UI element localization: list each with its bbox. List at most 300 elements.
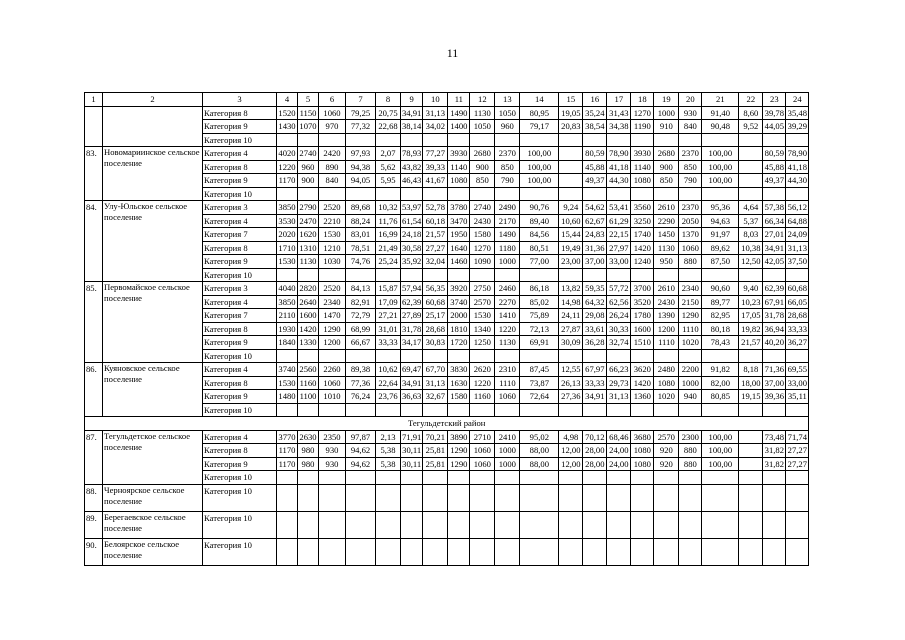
value-cell — [583, 133, 607, 147]
column-header: 5 — [298, 93, 319, 107]
value-cell: 21,57 — [739, 336, 763, 350]
value-cell: 8,18 — [739, 363, 763, 377]
value-cell: 57,72 — [607, 282, 631, 296]
value-cell — [583, 187, 607, 201]
value-cell: 2610 — [654, 282, 679, 296]
value-cell — [346, 484, 376, 511]
value-cell: 880 — [679, 255, 702, 269]
value-cell — [631, 268, 654, 282]
value-cell — [346, 403, 376, 417]
value-cell: 29,73 — [607, 376, 631, 390]
value-cell — [559, 349, 583, 363]
value-cell: 54,62 — [583, 201, 607, 215]
value-cell: 25,17 — [423, 309, 448, 323]
value-cell: 2430 — [470, 214, 495, 228]
category-cell: Категория 9 — [203, 336, 277, 350]
value-cell: 3470 — [448, 214, 470, 228]
value-cell: 5,62 — [376, 160, 401, 174]
value-cell: 66,05 — [787, 296, 808, 307]
value-cell: 2300 — [679, 430, 702, 444]
value-cell: 2430 — [654, 295, 679, 309]
value-cell — [401, 268, 423, 282]
value-cell: 30,83 — [423, 336, 448, 350]
column-header: 17 — [607, 93, 631, 107]
value-cell — [559, 511, 583, 538]
value-cell: 27,21 — [376, 309, 401, 323]
value-cell: 31,43 — [607, 106, 631, 120]
value-cell: 45,88 — [583, 160, 607, 174]
value-cell: 35,92 — [402, 256, 422, 266]
row-number: 85. — [85, 282, 103, 363]
value-cell: 1080 — [631, 174, 654, 188]
value-cell: 36,28 — [583, 336, 607, 350]
value-cell — [423, 349, 448, 363]
value-cell — [520, 268, 559, 282]
value-cell — [739, 160, 763, 174]
value-cell: 39,78 — [764, 107, 785, 118]
value-cell: 2520 — [319, 282, 346, 296]
value-cell — [448, 403, 470, 417]
value-cell: 84,13 — [346, 282, 376, 296]
value-cell: 3250 — [631, 214, 654, 228]
value-cell: 16,99 — [376, 228, 401, 242]
value-cell — [495, 403, 520, 417]
value-cell: 1110 — [495, 376, 520, 390]
value-cell: 71,36 — [764, 364, 785, 374]
value-cell: 960 — [298, 160, 319, 174]
value-cell: 72,13 — [520, 322, 559, 336]
value-cell: 27,89 — [402, 310, 422, 320]
value-cell — [277, 471, 298, 485]
column-header: 20 — [679, 93, 702, 107]
value-cell — [559, 133, 583, 147]
value-cell: 33,00 — [607, 255, 631, 269]
value-cell — [495, 187, 520, 201]
value-cell — [763, 484, 786, 511]
category-cell: Категория 8 — [203, 160, 277, 174]
value-cell: 3740 — [278, 364, 296, 374]
category-cell: Категория 10 — [203, 484, 277, 511]
value-cell — [298, 187, 319, 201]
value-cell: 66,34 — [764, 215, 785, 226]
value-cell — [495, 268, 520, 282]
value-cell: 100,00 — [520, 174, 559, 188]
value-cell: 22,68 — [376, 120, 401, 134]
value-cell: 2620 — [470, 363, 495, 377]
value-cell — [401, 349, 423, 363]
value-cell: 850 — [470, 174, 495, 188]
value-cell: 1130 — [495, 336, 520, 350]
value-cell — [277, 133, 298, 147]
value-cell: 2000 — [448, 309, 470, 323]
value-cell: 12,00 — [559, 444, 583, 458]
value-cell: 27,97 — [607, 241, 631, 255]
value-cell — [376, 268, 401, 282]
value-cell: 930 — [679, 106, 702, 120]
value-cell — [376, 538, 401, 565]
value-cell: 2570 — [654, 430, 679, 444]
value-cell: 1050 — [470, 120, 495, 134]
value-cell: 31,78 — [764, 310, 785, 320]
value-cell: 74,76 — [346, 255, 376, 269]
column-header: 8 — [376, 93, 401, 107]
value-cell — [786, 538, 809, 565]
value-cell: 53,41 — [607, 201, 631, 215]
value-cell — [470, 538, 495, 565]
value-cell: 3920 — [448, 282, 470, 296]
value-cell: 1420 — [631, 376, 654, 390]
value-cell: 87,50 — [702, 255, 739, 269]
value-cell — [298, 268, 319, 282]
value-cell: 80,85 — [702, 390, 739, 404]
category-cell: Категория 10 — [203, 349, 277, 363]
value-cell: 72,64 — [520, 390, 559, 404]
value-cell: 26,24 — [607, 309, 631, 323]
value-cell — [583, 511, 607, 538]
value-cell: 1160 — [470, 390, 495, 404]
value-cell: 61,29 — [607, 214, 631, 228]
column-header: 13 — [495, 93, 520, 107]
value-cell: 1250 — [470, 336, 495, 350]
value-cell — [470, 403, 495, 417]
value-cell: 35,11 — [787, 391, 807, 401]
value-cell — [786, 471, 809, 485]
value-cell: 1060 — [470, 444, 495, 458]
settlement-name — [103, 106, 203, 147]
value-cell — [376, 187, 401, 201]
value-cell: 1310 — [299, 242, 317, 253]
value-cell: 89,38 — [346, 363, 376, 377]
table-row — [85, 201, 809, 215]
value-cell: 97,93 — [346, 147, 376, 161]
value-cell: 67,70 — [423, 363, 448, 377]
value-cell: 2420 — [319, 147, 346, 161]
value-cell: 49,37 — [583, 174, 607, 188]
value-cell — [319, 471, 346, 485]
value-cell — [559, 538, 583, 565]
value-cell: 88,24 — [346, 214, 376, 228]
value-cell: 88,00 — [520, 457, 559, 471]
value-cell: 1080 — [448, 174, 470, 188]
value-cell: 1220 — [278, 161, 296, 172]
value-cell: 8,03 — [739, 228, 763, 242]
value-cell: 1110 — [679, 322, 702, 336]
value-cell: 1530 — [278, 256, 296, 266]
value-cell: 60,68 — [787, 283, 808, 293]
value-cell: 80,51 — [520, 241, 559, 255]
value-cell — [520, 511, 559, 538]
value-cell: 41,18 — [787, 161, 808, 172]
value-cell — [277, 511, 298, 538]
value-cell: 32,67 — [423, 390, 448, 404]
value-cell: 2480 — [654, 363, 679, 377]
value-cell — [607, 511, 631, 538]
category-cell: Категория 3 — [203, 201, 277, 215]
value-cell — [654, 538, 679, 565]
value-cell — [559, 160, 583, 174]
category-cell: Категория 8 — [203, 376, 277, 390]
value-cell — [583, 403, 607, 417]
column-header: 14 — [520, 93, 559, 107]
value-cell: 1330 — [299, 337, 317, 347]
row-number: 84. — [85, 201, 103, 282]
value-cell: 14,98 — [559, 295, 583, 309]
value-cell: 83,01 — [346, 228, 376, 242]
value-cell: 76,24 — [346, 390, 376, 404]
settlement-name: Белоярское сельское поселение — [103, 538, 203, 565]
value-cell: 1450 — [654, 228, 679, 242]
value-cell: 35,48 — [787, 107, 808, 118]
value-cell: 1180 — [495, 241, 520, 255]
value-cell — [401, 403, 423, 417]
value-cell: 1530 — [470, 309, 495, 323]
value-cell: 3780 — [448, 201, 470, 215]
value-cell: 1190 — [631, 120, 654, 134]
value-cell — [520, 484, 559, 511]
value-cell — [559, 268, 583, 282]
value-cell — [702, 403, 739, 417]
value-cell — [376, 133, 401, 147]
value-cell: 1780 — [631, 309, 654, 323]
value-cell: 73,48 — [764, 431, 785, 442]
value-cell: 4040 — [278, 283, 296, 293]
value-cell: 53,97 — [402, 202, 422, 212]
value-cell — [654, 471, 679, 485]
value-cell: 1530 — [278, 377, 296, 388]
value-cell: 69,55 — [787, 364, 808, 374]
value-cell: 1000 — [495, 255, 520, 269]
value-cell — [739, 174, 763, 188]
value-cell: 39,29 — [787, 121, 808, 131]
value-cell: 27,27 — [787, 445, 808, 455]
value-cell: 1420 — [299, 323, 317, 334]
value-cell: 46,43 — [402, 175, 422, 185]
value-cell — [401, 133, 423, 147]
value-cell — [654, 484, 679, 511]
value-cell — [423, 403, 448, 417]
value-cell — [654, 403, 679, 417]
value-cell: 2,13 — [376, 430, 401, 444]
value-cell — [607, 268, 631, 282]
value-cell: 52,78 — [423, 201, 448, 215]
value-cell — [786, 268, 809, 282]
value-cell: 24,09 — [787, 229, 808, 239]
value-cell — [583, 471, 607, 485]
value-cell: 1020 — [654, 390, 679, 404]
value-cell — [376, 349, 401, 363]
value-cell: 80,95 — [520, 106, 559, 120]
category-cell: Категория 9 — [203, 390, 277, 404]
value-cell — [739, 471, 763, 485]
category-cell: Категория 4 — [203, 147, 277, 161]
value-cell: 9,52 — [739, 120, 763, 134]
category-cell: Категория 10 — [203, 538, 277, 565]
value-cell: 2490 — [495, 201, 520, 215]
value-cell: 69,91 — [520, 336, 559, 350]
value-cell: 100,00 — [702, 160, 739, 174]
value-cell: 2150 — [679, 295, 702, 309]
value-cell — [277, 484, 298, 511]
value-cell: 27,27 — [787, 458, 808, 469]
value-cell: 2740 — [299, 148, 317, 158]
value-cell — [470, 511, 495, 538]
value-cell — [607, 187, 631, 201]
value-cell: 10,32 — [376, 201, 401, 215]
value-cell: 64,32 — [583, 295, 607, 309]
value-cell: 3850 — [278, 296, 296, 307]
value-cell: 1220 — [470, 376, 495, 390]
value-cell — [401, 538, 423, 565]
value-cell: 31,13 — [787, 242, 808, 253]
value-cell: 2370 — [679, 201, 702, 215]
value-cell — [346, 268, 376, 282]
value-cell: 89,68 — [346, 201, 376, 215]
value-cell: 31,13 — [423, 376, 448, 390]
value-cell: 91,82 — [702, 363, 739, 377]
value-cell — [786, 187, 809, 201]
value-cell — [277, 538, 298, 565]
value-cell: 2200 — [679, 363, 702, 377]
value-cell: 1000 — [679, 376, 702, 390]
value-cell — [448, 511, 470, 538]
value-cell — [654, 268, 679, 282]
value-cell — [319, 511, 346, 538]
value-cell — [559, 147, 583, 161]
value-cell: 19,15 — [739, 390, 763, 404]
value-cell: 5,38 — [376, 457, 401, 471]
value-cell — [520, 133, 559, 147]
value-cell — [495, 133, 520, 147]
value-cell: 980 — [298, 444, 319, 458]
value-cell: 12,00 — [559, 457, 583, 471]
value-cell: 1430 — [278, 121, 296, 131]
value-cell — [679, 511, 702, 538]
value-cell: 1340 — [470, 322, 495, 336]
value-cell: 1160 — [298, 376, 319, 390]
value-cell: 790 — [495, 174, 520, 188]
category-cell: Категория 8 — [203, 241, 277, 255]
value-cell: 980 — [298, 457, 319, 471]
value-cell: 73,87 — [520, 376, 559, 390]
value-cell — [298, 349, 319, 363]
value-cell: 2210 — [319, 214, 346, 228]
value-cell: 1060 — [319, 106, 346, 120]
value-cell: 3520 — [631, 295, 654, 309]
value-cell: 56,12 — [787, 202, 808, 212]
value-cell: 24,11 — [559, 309, 583, 323]
value-cell — [470, 471, 495, 485]
category-cell: Категория 4 — [203, 214, 277, 228]
value-cell — [679, 484, 702, 511]
value-cell: 69,47 — [402, 364, 422, 374]
value-cell — [583, 484, 607, 511]
value-cell: 94,05 — [346, 174, 376, 188]
value-cell: 790 — [679, 174, 702, 188]
value-cell — [739, 430, 763, 444]
value-cell — [739, 403, 763, 417]
value-cell: 22,64 — [376, 376, 401, 390]
value-cell: 90,48 — [702, 120, 739, 134]
value-cell: 1470 — [319, 309, 346, 323]
value-cell: 2790 — [299, 202, 317, 212]
value-cell — [631, 538, 654, 565]
value-cell: 10,62 — [376, 363, 401, 377]
value-cell: 1620 — [299, 229, 317, 239]
value-cell: 89,62 — [702, 241, 739, 255]
value-cell: 880 — [679, 457, 702, 471]
settlement-name: Первомайское сельское поселение — [103, 282, 203, 363]
value-cell: 900 — [298, 174, 319, 188]
value-cell: 19,49 — [559, 241, 583, 255]
value-cell: 91,40 — [702, 106, 739, 120]
value-cell: 60,68 — [423, 295, 448, 309]
value-cell: 31,36 — [583, 241, 607, 255]
column-header: 19 — [654, 93, 679, 107]
value-cell: 94,63 — [702, 214, 739, 228]
value-cell: 3770 — [278, 431, 296, 442]
value-cell: 2520 — [319, 201, 346, 215]
value-cell: 2,07 — [376, 147, 401, 161]
value-cell — [786, 511, 809, 538]
value-cell: 950 — [654, 255, 679, 269]
value-cell: 100,00 — [520, 147, 559, 161]
value-cell — [448, 187, 470, 201]
value-cell — [739, 349, 763, 363]
value-cell — [298, 471, 319, 485]
value-cell — [423, 268, 448, 282]
value-cell: 5,37 — [739, 214, 763, 228]
value-cell: 27,27 — [423, 241, 448, 255]
value-cell — [346, 538, 376, 565]
value-cell — [702, 349, 739, 363]
value-cell — [298, 511, 319, 538]
value-cell: 90,60 — [702, 282, 739, 296]
value-cell — [607, 538, 631, 565]
value-cell: 100,00 — [702, 430, 739, 444]
value-cell: 59,35 — [583, 282, 607, 296]
value-cell: 75,89 — [520, 309, 559, 323]
category-cell: Категория 9 — [203, 457, 277, 471]
value-cell: 70,21 — [423, 430, 448, 444]
value-cell — [763, 511, 786, 538]
value-cell — [376, 484, 401, 511]
value-cell: 77,00 — [520, 255, 559, 269]
value-cell: 23,76 — [376, 390, 401, 404]
settlement-name: Улу-Юльское сельское поселение — [103, 201, 203, 282]
value-cell: 62,67 — [583, 214, 607, 228]
header-row — [85, 93, 809, 107]
value-cell: 33,33 — [787, 323, 808, 334]
value-cell: 1290 — [679, 309, 702, 323]
value-cell: 3700 — [631, 282, 654, 296]
settlement-name: Тегульдетское сельское поселение — [103, 430, 203, 484]
value-cell: 1420 — [631, 241, 654, 255]
value-cell — [470, 133, 495, 147]
value-cell: 39,33 — [423, 160, 448, 174]
column-header: 9 — [401, 93, 423, 107]
value-cell — [559, 174, 583, 188]
value-cell: 1490 — [495, 228, 520, 242]
value-cell — [631, 349, 654, 363]
value-cell: 44,30 — [787, 175, 808, 185]
value-cell: 31,82 — [764, 445, 785, 455]
value-cell: 89,40 — [520, 214, 559, 228]
value-cell: 37,50 — [787, 256, 808, 266]
value-cell: 41,18 — [607, 160, 631, 174]
value-cell: 1510 — [631, 336, 654, 350]
value-cell: 34,91 — [764, 242, 785, 253]
value-cell: 10,60 — [559, 214, 583, 228]
